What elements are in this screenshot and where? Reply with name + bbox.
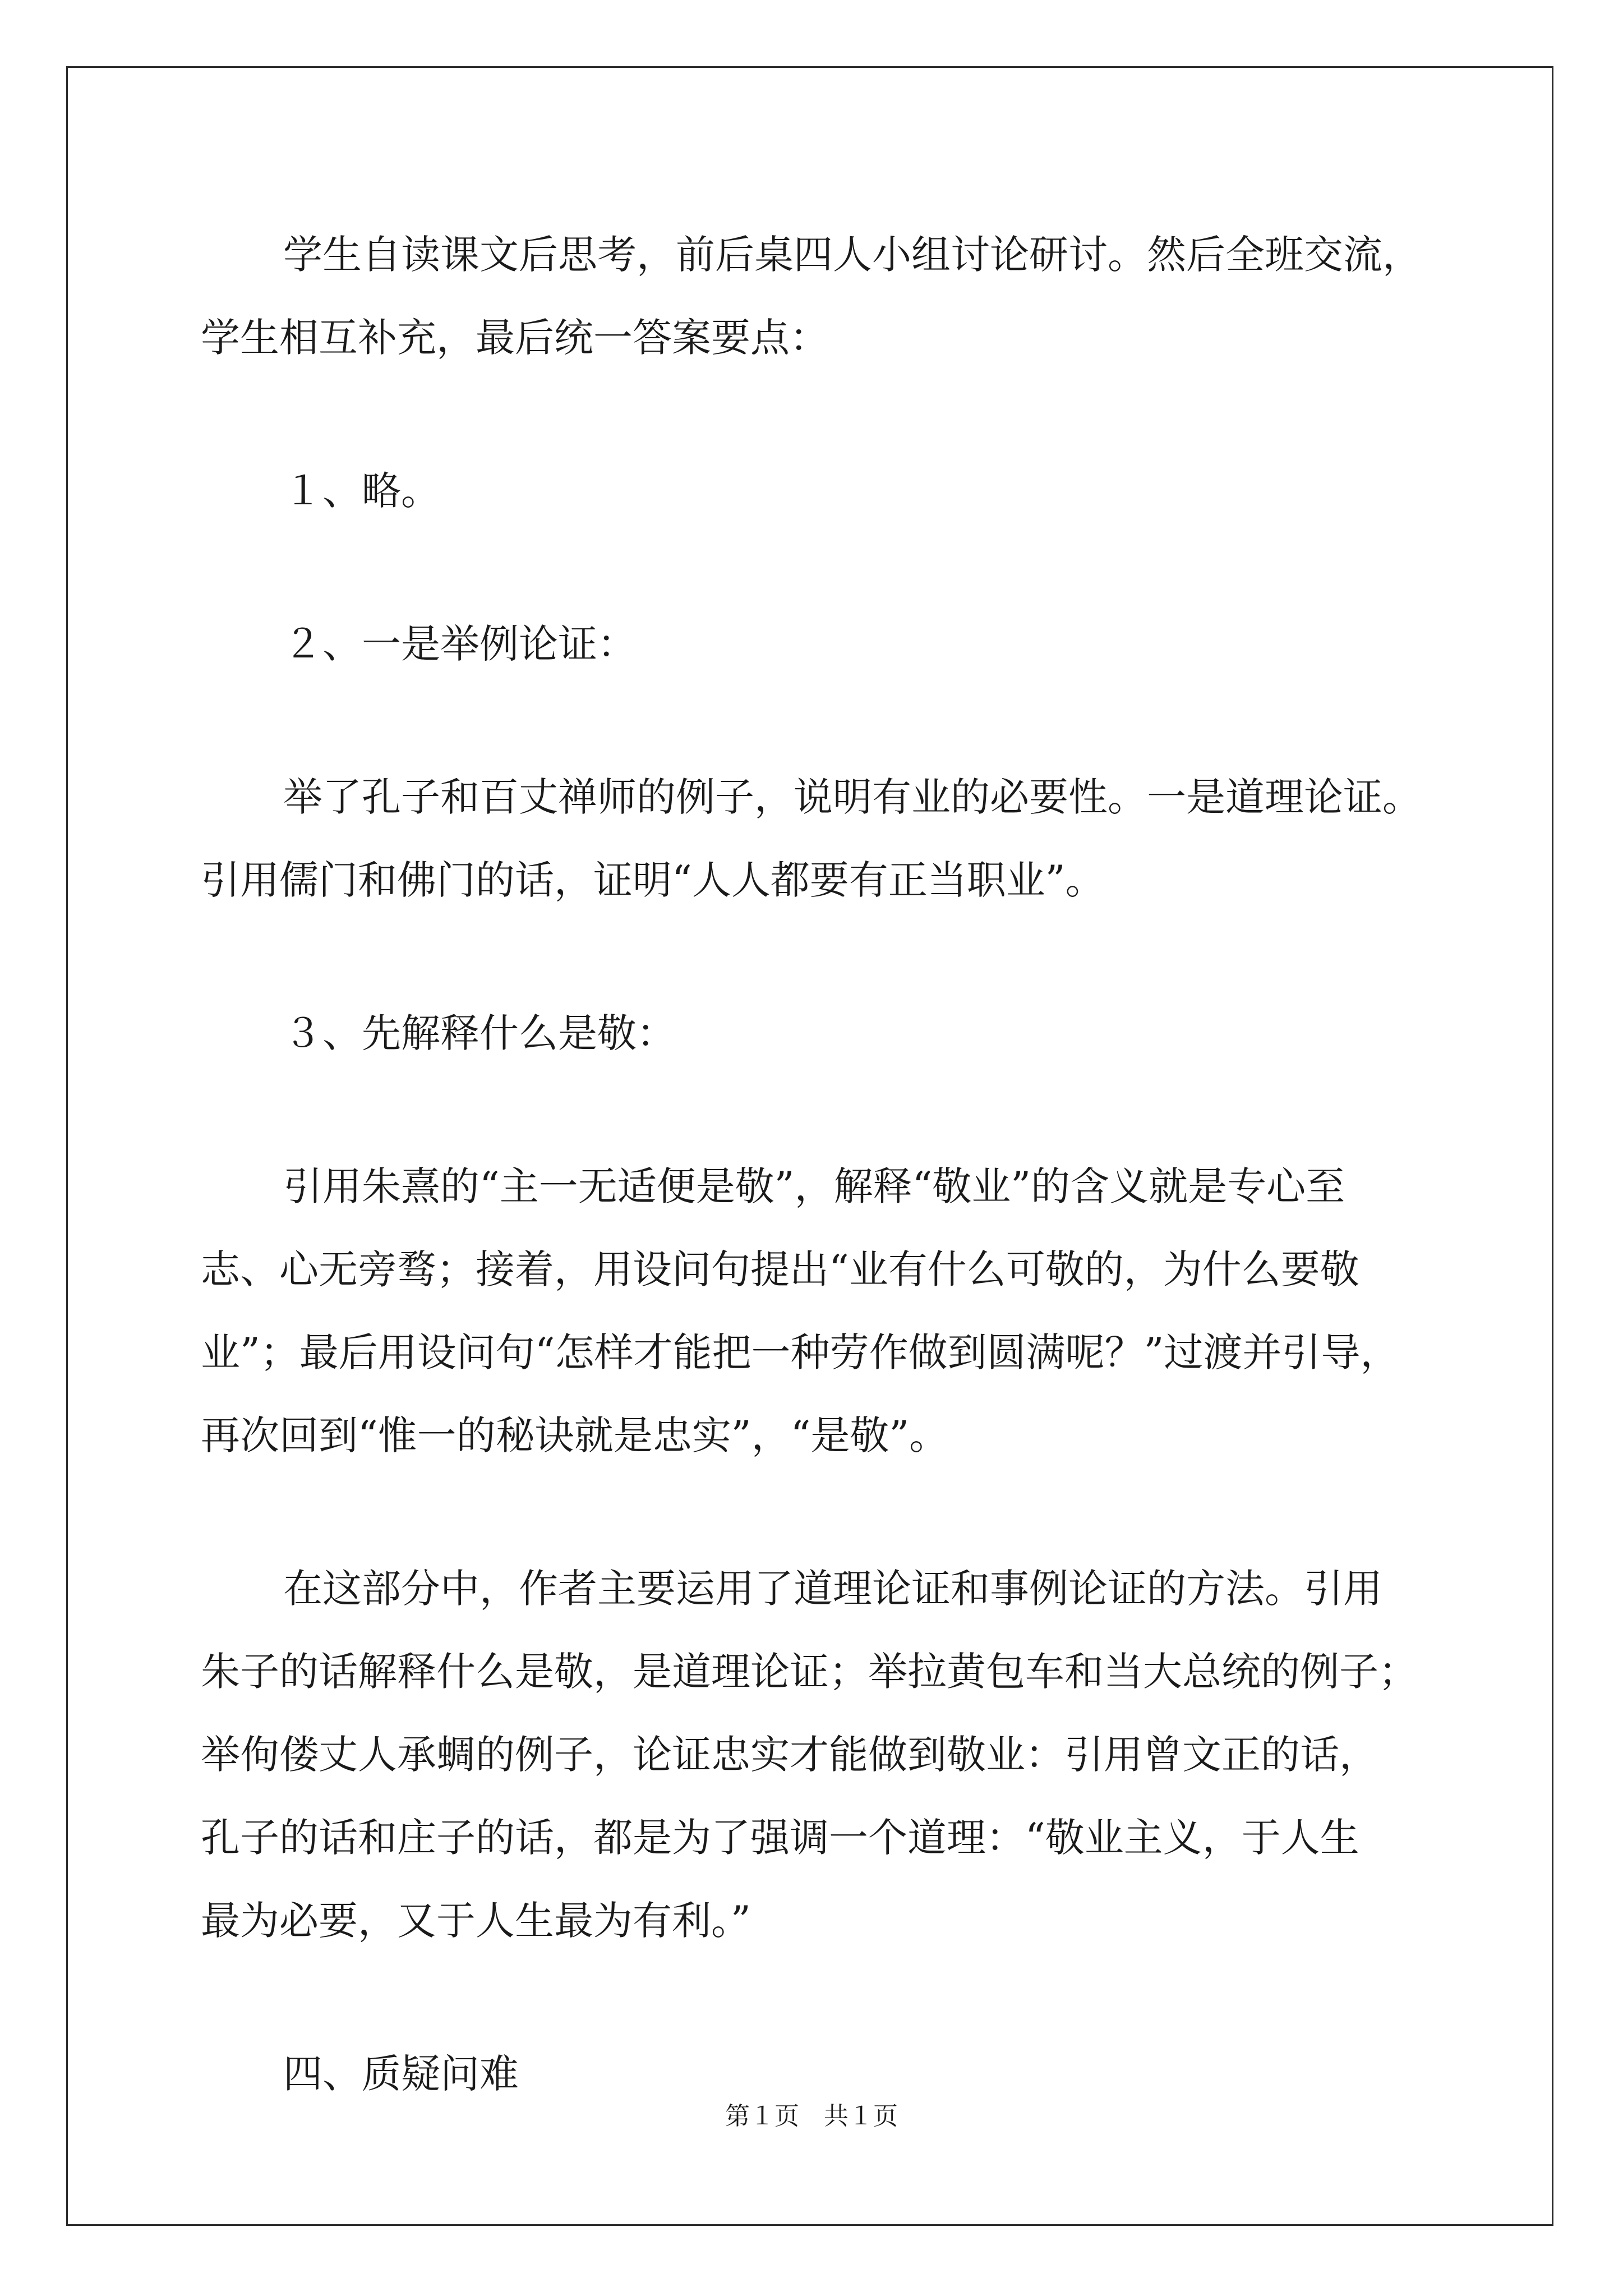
paragraph-point-3 <box>201 992 1451 1075</box>
text-line: 孔子的话和庄子的话，都是为了强调一个道理：“敬业主义，于人生 <box>201 1815 1359 1861</box>
text-line: 举佝偻丈人承蜩的例子，论证忠实才能做到敬业：引用曾文正的话， <box>201 1732 1378 1778</box>
text-line: 业”；最后用设问句“怎样才能把一种劳作做到圆满呢？”过渡并引导， <box>201 1329 1400 1375</box>
text-line: ２、一是举例论证： <box>283 621 637 667</box>
text-line: 最为必要，又于人生最为有利。” <box>201 1898 751 1944</box>
text-line: 引用朱熹的“主一无适便是敬”，解释“敬业”的含义就是专心至 <box>283 1163 1345 1209</box>
text-line: １、略。 <box>283 468 440 514</box>
page-number-footer: 第１页 共１页 <box>725 2102 898 2131</box>
paragraph-methods <box>201 1547 1451 1962</box>
text-line: 学生相互补充，最后统一答案要点： <box>201 315 829 361</box>
paragraph-point-1 <box>201 449 1451 532</box>
text-line: 在这部分中，作者主要运用了道理论证和事例论证的方法。引用 <box>283 1566 1382 1612</box>
text-line: 再次回到“惟一的秘诀就是忠实”，“是敬”。 <box>201 1412 949 1458</box>
text-line: 引用儒门和佛门的话，证明“人人都要有正当职业”。 <box>201 857 1105 903</box>
text-line: 四、质疑问难 <box>283 2051 519 2097</box>
text-line: ３、先解释什么是敬： <box>283 1010 676 1056</box>
document-body <box>201 213 1451 2185</box>
text-line: 学生自读课文后思考，前后桌四人小组讨论研讨。然后全班交流， <box>283 232 1422 278</box>
paragraph-discussion <box>201 213 1451 379</box>
paragraph-examples <box>201 756 1451 922</box>
text-line: 朱子的话解释什么是敬，是道理论证；举拉黄包车和当大总统的例子； <box>201 1649 1418 1695</box>
paragraph-zhuxi-quote <box>201 1145 1451 1477</box>
text-line: 举了孔子和百丈禅师的例子，说明有业的必要性。一是道理论证。 <box>283 774 1422 820</box>
paragraph-point-2 <box>201 602 1451 685</box>
text-line: 志、心无旁骛；接着，用设问句提出“业有什么可敬的，为什么要敬 <box>201 1246 1359 1292</box>
